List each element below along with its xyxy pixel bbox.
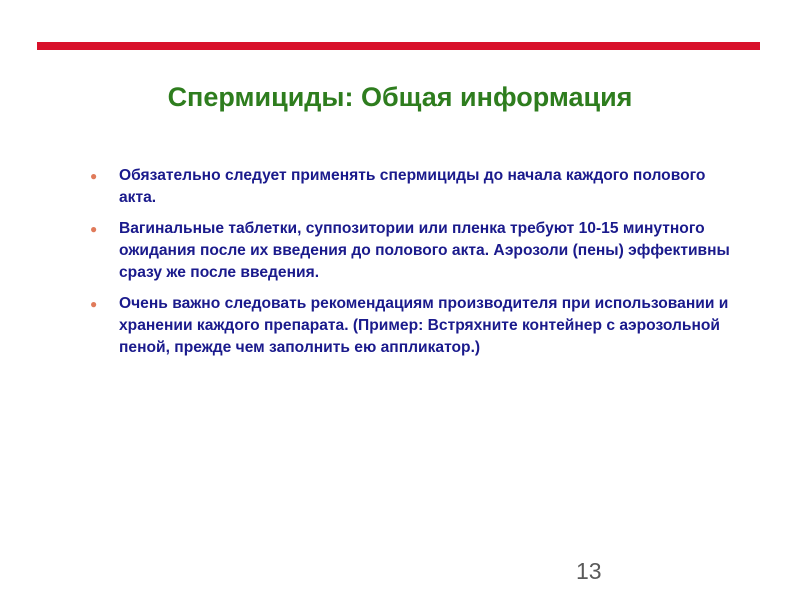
bullet-text: Вагинальные таблетки, суппозитории или пленка требуют 10-15 минутного ожидания после их введения до полового акта. Аэрозоли (пены) эффективны сразу же после введения. <box>119 220 730 281</box>
slide-title: Спермициды: Общая информация <box>167 82 633 112</box>
bullet-dot-icon: ● <box>90 297 98 311</box>
bullet-item <box>90 218 730 284</box>
bullet-item <box>90 293 730 359</box>
top-accent-rule <box>37 42 760 50</box>
bullet-text: Очень важно следовать рекомендациям производителя при использовании и хранении каждого препарата. (Пример: Встряхните контейнер с аэрозольной пеной, прежде чем заполнить ею аппликатор.) <box>119 295 729 356</box>
bullet-dot-icon: ● <box>90 222 98 236</box>
page-number: 13 <box>576 558 602 584</box>
bullet-dot-icon: ● <box>90 169 98 183</box>
bullet-list <box>90 165 730 368</box>
bullet-item <box>90 165 730 209</box>
bullet-text: Обязательно следует применять спермициды до начала каждого полового акта. <box>119 167 706 206</box>
